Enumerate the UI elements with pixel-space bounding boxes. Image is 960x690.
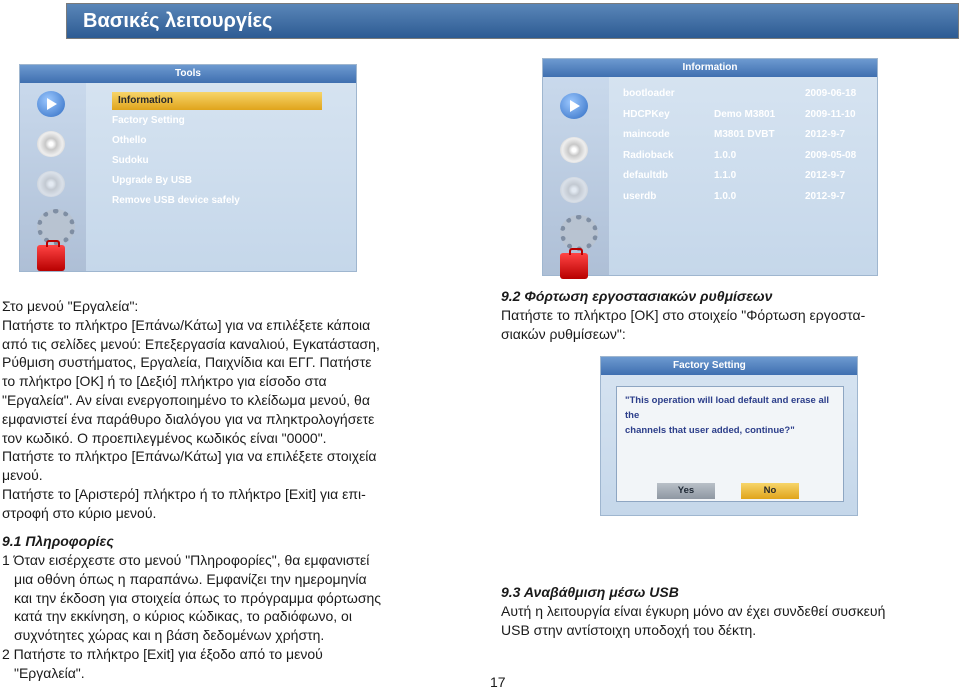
menu-item-upgrade-usb[interactable]: Upgrade By USB bbox=[112, 175, 193, 186]
section-9-3-heading: 9.3 Αναβάθμιση μέσω USB bbox=[501, 584, 679, 600]
tools-sidebar bbox=[20, 83, 86, 271]
play-icon bbox=[560, 93, 588, 119]
disc-icon bbox=[560, 137, 588, 163]
factory-reset-dialog bbox=[616, 386, 844, 502]
info-row: maincode M3801 DVBT 2012-9-7 bbox=[623, 129, 846, 140]
menu-item-information[interactable]: Information bbox=[112, 92, 322, 110]
info-row: bootloader 2009-06-18 bbox=[623, 88, 857, 99]
section-9-2-text: Πατήστε το πλήκτρο [OK] στο στοιχείο "Φόρτωση εργοστα- σιακών ρυθμίσεων": bbox=[501, 307, 866, 342]
section-9-2-heading: 9.2 Φόρτωση εργοστασιακών ρυθμίσεων bbox=[501, 288, 773, 304]
body-text: Στο μενού "Εργαλεία": Πατήστε το πλήκτρο [Επάνω/Κάτω] για να επιλέξετε κάποια από τις σελίδες μενού: Επεξεργασία καναλιού, Εγκατάσταση, Ρύθμιση συστήματος, Εργαλεία, Παιχνίδια και ΕΓΓ. Πατήστε το πλήκτρο [OK] ή το [Δεξιό] πλήκτρο για είσοδο στα "Εργαλεία". Αν είναι ενεργοποιημένο το κλείδωμα μενού, θα εμφανιστεί ένα παράθυρο διαλόγου για να πληκτρολογήσετε τον κωδικό. Ο προεπιλεγμένος κωδικός είναι "0000". Πατήστε το πλήκτρο [Επάνω/Κάτω] για να επιλέξετε στοιχεία μενού. Πατήστε το [Αριστερό] πλήκτρο ή το πλήκτρο [Exit] για επι- στροφή στο κύριο μενού. bbox=[2, 298, 380, 521]
yes-button[interactable]: Yes bbox=[657, 483, 715, 499]
toolbox-icon bbox=[37, 245, 65, 271]
tools-screen-title: Tools bbox=[20, 65, 356, 83]
tools-screenshot bbox=[19, 64, 357, 272]
page-header-title: Βασικές λειτουργίες bbox=[83, 10, 273, 32]
gear-icon bbox=[560, 215, 598, 251]
section-9-1-heading: 9.1 Πληροφορίες bbox=[2, 533, 114, 549]
no-button[interactable]: No bbox=[741, 483, 799, 499]
factory-screen-title: Factory Setting bbox=[601, 357, 857, 375]
toolbox-icon bbox=[560, 253, 588, 279]
menu-item-remove-usb[interactable]: Remove USB device safely bbox=[112, 195, 240, 206]
menu-item-sudoku[interactable]: Sudoku bbox=[112, 155, 149, 166]
info-row: defaultdb 1.1.0 2012-9-7 bbox=[623, 170, 846, 181]
disc-icon bbox=[37, 171, 65, 197]
info-row: HDCPKey Demo M3801 2009-11-10 bbox=[623, 109, 856, 120]
information-sidebar bbox=[543, 77, 609, 275]
section-9-3-text: Αυτή η λειτουργία είναι έγκυρη μόνο αν έχει συνδεθεί συσκευή USB στην αντίστοιχη υποδοχή του δέκτη. bbox=[501, 603, 886, 638]
info-row: Radioback 1.0.0 2009-05-08 bbox=[623, 150, 857, 161]
disc-icon bbox=[560, 177, 588, 203]
page-number: 17 bbox=[490, 674, 506, 690]
information-screenshot bbox=[542, 58, 878, 276]
dialog-message: "This operation will load default and erase all the channels that user added, continue?" bbox=[625, 395, 830, 436]
page-header bbox=[66, 3, 959, 39]
disc-icon bbox=[37, 131, 65, 157]
information-screen-title: Information bbox=[543, 59, 877, 77]
menu-item-othello[interactable]: Othello bbox=[112, 135, 147, 146]
section-9-1-text: 1 Όταν εισέρχεστε στο μενού "Πληροφορίες", θα εμφανιστεί μια οθόνη όπως η παραπάνω. Εμφανίζει την ημερομηνία και την έκδοση για στοιχεία όπως το πρόγραμμα φόρτωσης κατά την εκκίνηση, ο κύριος κώδικας, το ραδιόφωνο, οι συχνότητες χώρας και η βάση δεδομένων χρήστη. 2 Πατήστε το πλήκτρο [Exit] για έξοδο από το μενού "Εργαλεία". bbox=[2, 552, 382, 681]
menu-item-factory-setting[interactable]: Factory Setting bbox=[112, 115, 185, 126]
play-icon bbox=[37, 91, 65, 117]
info-row: userdb 1.0.0 2012-9-7 bbox=[623, 191, 846, 202]
